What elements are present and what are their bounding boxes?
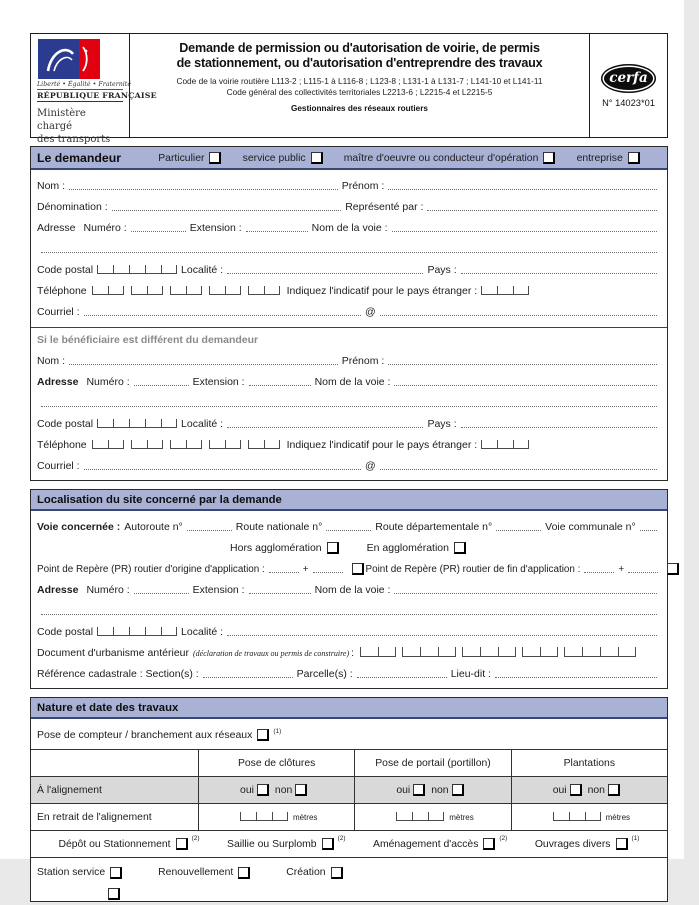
localisation-extension-label: Extension : bbox=[192, 584, 245, 596]
localisation-voie-label: Nom de la voie : bbox=[314, 584, 391, 596]
denomination-field[interactable] bbox=[112, 210, 342, 211]
logo-divider-2 bbox=[37, 101, 123, 102]
depot-stationnement-checkbox[interactable] bbox=[176, 838, 188, 850]
route-nationale-field[interactable] bbox=[326, 530, 371, 531]
localisation-numero-field[interactable] bbox=[134, 593, 189, 594]
urbanisme-reference-input[interactable] bbox=[360, 647, 661, 659]
localisation-code-postal-input[interactable] bbox=[97, 627, 177, 636]
localisation-adresse-label: Adresse bbox=[37, 584, 79, 596]
localisation-adresse-continuation-field[interactable] bbox=[41, 614, 657, 615]
beneficiaire-numero-label: Numéro : bbox=[86, 376, 130, 388]
pr-fin-offset-field[interactable] bbox=[628, 572, 658, 573]
creation-checkbox[interactable] bbox=[331, 867, 343, 879]
beneficiaire-code-postal-input[interactable] bbox=[97, 419, 177, 428]
code-voirie-line: Code de la voirie routière L113-2 ; L115-1 à L116-8 ; L123-8 ; L131-1 à L131-7 ; L141-10 et L141-11 bbox=[176, 75, 543, 86]
urbanisme-label: Document d'urbanisme antérieur bbox=[37, 647, 189, 659]
voie-communale-label: Voie communale n° bbox=[545, 521, 636, 533]
non-label: non bbox=[587, 784, 605, 796]
republic-text: RÉPUBLIQUE FRANÇAISE bbox=[37, 91, 157, 100]
agglomeration-row bbox=[37, 540, 661, 554]
denomination-row bbox=[37, 199, 661, 213]
logo-divider bbox=[37, 89, 123, 90]
pr-origine-offset-field[interactable] bbox=[313, 572, 343, 573]
code-postal-input[interactable] bbox=[97, 265, 177, 274]
amenagement-acces-label: Aménagement d'accès bbox=[373, 838, 479, 850]
beneficiaire-nom-row bbox=[37, 353, 661, 367]
localisation-voie-field[interactable] bbox=[394, 593, 657, 594]
extension-label: Extension : bbox=[189, 222, 242, 234]
beneficiaire-prenom-label: Prénom : bbox=[341, 355, 385, 367]
beneficiaire-adresse-label: Adresse bbox=[37, 376, 79, 388]
ministry-line2: des transports bbox=[37, 134, 111, 145]
beneficiaire-numero-field[interactable] bbox=[134, 385, 189, 386]
form-title-line1: Demande de permission ou d'autorisation de voirie, de permis bbox=[179, 41, 540, 55]
option-creation bbox=[286, 867, 344, 879]
telephone-label: Téléphone bbox=[37, 285, 87, 297]
arobase-label: @ bbox=[364, 306, 376, 318]
plantations-alignement-cell bbox=[512, 777, 667, 803]
hors-agglomeration-checkbox[interactable] bbox=[327, 542, 339, 554]
section-localisation-header bbox=[31, 490, 667, 511]
non-label: non bbox=[431, 784, 449, 796]
beneficiaire-localite-field[interactable] bbox=[227, 427, 423, 428]
cadastrale-row bbox=[37, 666, 661, 680]
voie-concernee-label: Voie concernée : bbox=[37, 521, 121, 533]
numero-field[interactable] bbox=[131, 231, 186, 232]
localisation-numero-label: Numéro : bbox=[86, 584, 130, 596]
demandeur-fields bbox=[31, 170, 667, 480]
beneficiaire-telephone-label: Téléphone bbox=[37, 439, 87, 451]
partial-next-row bbox=[31, 887, 667, 901]
station-service-checkbox[interactable] bbox=[110, 867, 122, 879]
courriel-label: Courriel : bbox=[37, 306, 80, 318]
sections-field[interactable] bbox=[203, 677, 293, 678]
point-repere-row bbox=[37, 561, 661, 575]
voie-field[interactable] bbox=[392, 231, 657, 232]
beneficiaire-adresse-continuation-field[interactable] bbox=[41, 406, 657, 407]
courriel-local-field[interactable] bbox=[84, 315, 361, 316]
beneficiaire-adresse-continuation-row bbox=[37, 395, 661, 409]
option-depot-stationnement bbox=[58, 834, 200, 850]
code-postal-label: Code postal bbox=[37, 264, 94, 276]
depot-note: (2) bbox=[191, 834, 200, 842]
section-travaux bbox=[30, 697, 668, 902]
route-departementale-label: Route départementale n° bbox=[375, 521, 493, 533]
entreprise-checkbox[interactable] bbox=[628, 152, 640, 164]
beneficiaire-courriel-row bbox=[37, 458, 661, 472]
col-plantations: Plantations bbox=[563, 757, 616, 769]
portail-metres-input[interactable] bbox=[396, 812, 444, 821]
pose-compteur-note: (1) bbox=[273, 728, 282, 735]
adresse-continuation-field[interactable] bbox=[41, 252, 657, 253]
pr-fin-label: Point de Repère (PR) routier de fin d'application : bbox=[365, 564, 581, 575]
col-pose-clotures: Pose de clôtures bbox=[199, 750, 355, 776]
section-demandeur-header bbox=[31, 147, 667, 170]
adresse-continuation-row bbox=[37, 241, 661, 255]
service-public-checkbox[interactable] bbox=[311, 152, 323, 164]
option-entreprise bbox=[577, 152, 642, 164]
pays-field[interactable] bbox=[461, 273, 657, 274]
metres-label: mètres bbox=[292, 812, 318, 822]
lieu-dit-label: Lieu-dit : bbox=[450, 668, 491, 680]
station-service-label: Station service bbox=[37, 867, 106, 878]
beneficiaire-voie-field[interactable] bbox=[394, 385, 657, 386]
option-saillie-surplomb bbox=[227, 834, 346, 850]
service-public-label: service public bbox=[242, 152, 306, 164]
numero-label: Numéro : bbox=[83, 222, 127, 234]
localisation-adresse-row bbox=[37, 582, 661, 596]
parcelles-field[interactable] bbox=[357, 677, 447, 678]
prenom-label: Prénom : bbox=[341, 180, 385, 192]
urbanisme-note: (déclaration de travaux ou permis de construire) bbox=[193, 649, 350, 658]
pose-compteur-row bbox=[37, 727, 661, 741]
nom-field[interactable] bbox=[69, 189, 338, 190]
beneficiaire-courriel-local-field[interactable] bbox=[84, 469, 361, 470]
plantations-oui-checkbox[interactable] bbox=[570, 784, 582, 796]
pose-compteur-label: Pose de compteur / branchement aux réseaux bbox=[37, 729, 253, 741]
ouvrages-divers-checkbox[interactable] bbox=[616, 838, 628, 850]
form-title-block bbox=[130, 34, 589, 137]
beneficiaire-code-postal-label: Code postal bbox=[37, 418, 94, 430]
telephone-input[interactable] bbox=[92, 286, 287, 297]
plantations-metres-input[interactable] bbox=[553, 812, 601, 821]
beneficiaire-code-postal-row bbox=[37, 416, 661, 430]
beneficiaire-courriel-domain-field[interactable] bbox=[380, 469, 657, 470]
col-pose-portail: Pose de portail (portillon) bbox=[355, 750, 511, 776]
voie-communale-field[interactable] bbox=[640, 530, 657, 531]
non-label: non bbox=[274, 784, 293, 796]
portail-oui-checkbox[interactable] bbox=[413, 784, 425, 796]
urbanisme-row bbox=[37, 645, 661, 659]
pose-compteur-checkbox[interactable] bbox=[257, 729, 269, 741]
pr-fin-plus: + bbox=[618, 564, 625, 575]
form-title bbox=[136, 41, 583, 72]
portail-non-checkbox[interactable] bbox=[452, 784, 464, 796]
beneficiaire-telephone-row bbox=[37, 437, 661, 451]
beneficiaire-arobase-label: @ bbox=[364, 460, 376, 472]
maitre-oeuvre-checkbox[interactable] bbox=[543, 152, 555, 164]
particulier-checkbox[interactable] bbox=[209, 152, 221, 164]
beneficiaire-telephone-input[interactable] bbox=[92, 440, 287, 451]
denomination-label: Dénomination : bbox=[37, 201, 108, 213]
code-collectivites-line: Code général des collectivités territoriales L2213-6 ; L2215-4 et L2215-5 bbox=[226, 87, 493, 98]
portail-alignement-cell bbox=[355, 777, 511, 803]
option-ouvrages-divers bbox=[534, 834, 640, 850]
travaux-options-row bbox=[31, 831, 667, 858]
particulier-label: Particulier bbox=[158, 152, 205, 164]
option-amenagement-acces bbox=[373, 834, 508, 850]
form-subtitle bbox=[136, 76, 583, 99]
lieu-dit-field[interactable] bbox=[495, 677, 657, 678]
oui-label: oui bbox=[396, 784, 411, 796]
option-station-service bbox=[37, 867, 124, 879]
pays-label: Pays : bbox=[427, 264, 457, 276]
localisation-localite-field[interactable] bbox=[227, 635, 657, 636]
portail-retrait-cell bbox=[355, 804, 511, 830]
retrait-row bbox=[31, 804, 667, 831]
pr-fin-checkbox[interactable] bbox=[667, 563, 679, 575]
plantations-retrait-cell bbox=[512, 804, 667, 830]
amenagement-note: (2) bbox=[499, 834, 508, 842]
section-demandeur bbox=[30, 146, 668, 481]
route-departementale-field[interactable] bbox=[496, 530, 541, 531]
route-nationale-label: Route nationale n° bbox=[235, 521, 323, 533]
demandeur-type-options bbox=[139, 152, 661, 164]
saillie-surplomb-checkbox[interactable] bbox=[322, 838, 334, 850]
cerfa-number: N° 14023*01 bbox=[602, 97, 655, 108]
localisation-extension-field[interactable] bbox=[249, 593, 311, 594]
beneficiaire-extension-field[interactable] bbox=[249, 385, 311, 386]
autoroute-label: Autoroute n° bbox=[124, 521, 183, 533]
saillie-surplomb-label: Saillie ou Surplomb bbox=[227, 838, 317, 850]
travaux-table bbox=[31, 749, 667, 831]
section-localisation-title: Localisation du site concerné par la demande bbox=[37, 494, 282, 506]
en-agglomeration-label: En agglomération bbox=[366, 542, 449, 554]
beneficiaire-indicatif-input[interactable] bbox=[481, 440, 529, 449]
french-republic-flag-icon bbox=[38, 39, 100, 79]
beneficiaire-voie-label: Nom de la voie : bbox=[314, 376, 391, 388]
section-demandeur-title: Le demandeur bbox=[37, 151, 122, 165]
localisation-code-postal-label: Code postal bbox=[37, 626, 94, 638]
form-header bbox=[30, 33, 668, 145]
urbanisme-colon: : bbox=[351, 647, 355, 659]
section-localisation bbox=[30, 489, 668, 689]
ministry-line1: Ministère chargé bbox=[37, 108, 86, 132]
entreprise-label: entreprise bbox=[576, 152, 623, 164]
beneficiaire-nom-field[interactable] bbox=[69, 364, 338, 365]
beneficiaire-nom-label: Nom : bbox=[37, 355, 66, 367]
depot-stationnement-label: Dépôt ou Stationnement bbox=[58, 838, 171, 850]
indicatif-label: Indiquez l'indicatif pour le pays étranger : bbox=[286, 285, 478, 297]
cerfa-block bbox=[589, 34, 667, 137]
creation-label: Création bbox=[286, 867, 326, 878]
represente-field[interactable] bbox=[427, 210, 657, 211]
en-agglomeration-checkbox[interactable] bbox=[454, 542, 466, 554]
nom-label: Nom : bbox=[37, 180, 66, 192]
metres-label: mètres bbox=[449, 812, 474, 822]
alignement-label: À l'alignement bbox=[31, 777, 199, 803]
localisation-adresse-continuation-row bbox=[37, 603, 661, 617]
hors-agglomeration-label: Hors agglomération bbox=[230, 542, 322, 554]
beneficiaire-pays-field[interactable] bbox=[461, 427, 657, 428]
adresse-label: Adresse bbox=[37, 222, 76, 234]
beneficiaire-subheader: Si le bénéficiaire est différent du demandeur bbox=[37, 334, 259, 346]
localisation-localite-label: Localité : bbox=[181, 626, 224, 638]
saillie-note: (2) bbox=[337, 834, 346, 842]
plantations-non-checkbox[interactable] bbox=[608, 784, 620, 796]
code-postal-row bbox=[37, 262, 661, 276]
beneficiaire-courriel-label: Courriel : bbox=[37, 460, 80, 472]
courriel-domain-field[interactable] bbox=[380, 315, 657, 316]
partial-checkbox[interactable] bbox=[108, 888, 120, 900]
clotures-oui-checkbox[interactable] bbox=[257, 784, 269, 796]
voie-concernee-row bbox=[37, 519, 661, 533]
oui-label: oui bbox=[240, 784, 254, 796]
oui-label: oui bbox=[552, 784, 567, 796]
localite-label: Localité : bbox=[181, 264, 224, 276]
pr-origine-label: Point de Repère (PR) routier d'origine d'application : bbox=[37, 564, 265, 575]
section-travaux-title: Nature et date des travaux bbox=[37, 702, 179, 714]
courriel-row bbox=[37, 304, 661, 318]
audience-text: Gestionnaires des réseaux routiers bbox=[291, 103, 428, 113]
beneficiaire-indicatif-label: Indiquez l'indicatif pour le pays étranger : bbox=[286, 439, 478, 451]
nom-row bbox=[37, 178, 661, 192]
republic-logo-block bbox=[31, 34, 157, 145]
cerfa-logo-icon bbox=[601, 64, 656, 93]
autoroute-field[interactable] bbox=[187, 530, 232, 531]
voie-label: Nom de la voie : bbox=[311, 222, 388, 234]
beneficiaire-adresse-row bbox=[37, 374, 661, 388]
option-service-public bbox=[243, 152, 325, 164]
cadastrale-label: Référence cadastrale : Section(s) : bbox=[37, 668, 199, 680]
section-travaux-header bbox=[31, 698, 667, 719]
clotures-metres-input[interactable] bbox=[240, 812, 288, 821]
option-particulier bbox=[158, 152, 223, 164]
clotures-retrait-cell bbox=[199, 804, 355, 830]
localisation-code-postal-row bbox=[37, 624, 661, 638]
retrait-label: En retrait de l'alignement bbox=[31, 804, 199, 830]
beneficiaire-extension-label: Extension : bbox=[192, 376, 245, 388]
pr-origine-field[interactable] bbox=[269, 572, 299, 573]
represente-label: Représenté par : bbox=[345, 201, 424, 213]
pr-origine-plus: + bbox=[302, 564, 309, 575]
cerfa-brand: cerfa bbox=[609, 70, 648, 86]
telephone-row bbox=[37, 283, 661, 297]
renouvellement-label: Renouvellement bbox=[158, 867, 234, 878]
pr-origine-checkbox[interactable] bbox=[352, 563, 364, 575]
table-header-empty-cell bbox=[31, 750, 199, 776]
station-service-row bbox=[31, 858, 667, 887]
prenom-field[interactable] bbox=[388, 189, 657, 190]
extension-field[interactable] bbox=[246, 231, 308, 232]
table-header-row bbox=[31, 750, 667, 777]
metres-label: mètres bbox=[605, 812, 631, 822]
localisation-fields bbox=[31, 511, 667, 688]
ouvrages-note: (1) bbox=[631, 834, 640, 842]
ouvrages-divers-label: Ouvrages divers bbox=[534, 838, 611, 850]
option-renouvellement bbox=[158, 867, 252, 879]
clotures-non-checkbox[interactable] bbox=[295, 784, 307, 796]
pr-fin-field[interactable] bbox=[584, 572, 614, 573]
adresse-row bbox=[37, 220, 661, 234]
beneficiaire-prenom-field[interactable] bbox=[388, 364, 657, 365]
indicatif-input[interactable] bbox=[481, 286, 529, 295]
motto-text: Liberté • Égalité • Fraternité bbox=[37, 81, 132, 88]
cerfa-form bbox=[30, 33, 668, 902]
parcelles-label: Parcelle(s) : bbox=[296, 668, 353, 680]
beneficiaire-pays-label: Pays : bbox=[427, 418, 457, 430]
alignement-row bbox=[31, 777, 667, 804]
option-maitre-oeuvre bbox=[344, 152, 558, 164]
localite-field[interactable] bbox=[227, 273, 423, 274]
maitre-oeuvre-label: maître d'oeuvre ou conducteur d'opération bbox=[343, 152, 539, 164]
ministry-text bbox=[37, 107, 123, 146]
renouvellement-checkbox[interactable] bbox=[238, 867, 250, 879]
amenagement-acces-checkbox[interactable] bbox=[483, 838, 495, 850]
clotures-alignement-cell bbox=[199, 777, 355, 803]
beneficiaire-localite-label: Localité : bbox=[181, 418, 224, 430]
form-title-line2: de stationnement, ou d'autorisation d'entreprendre des travaux bbox=[176, 56, 543, 71]
